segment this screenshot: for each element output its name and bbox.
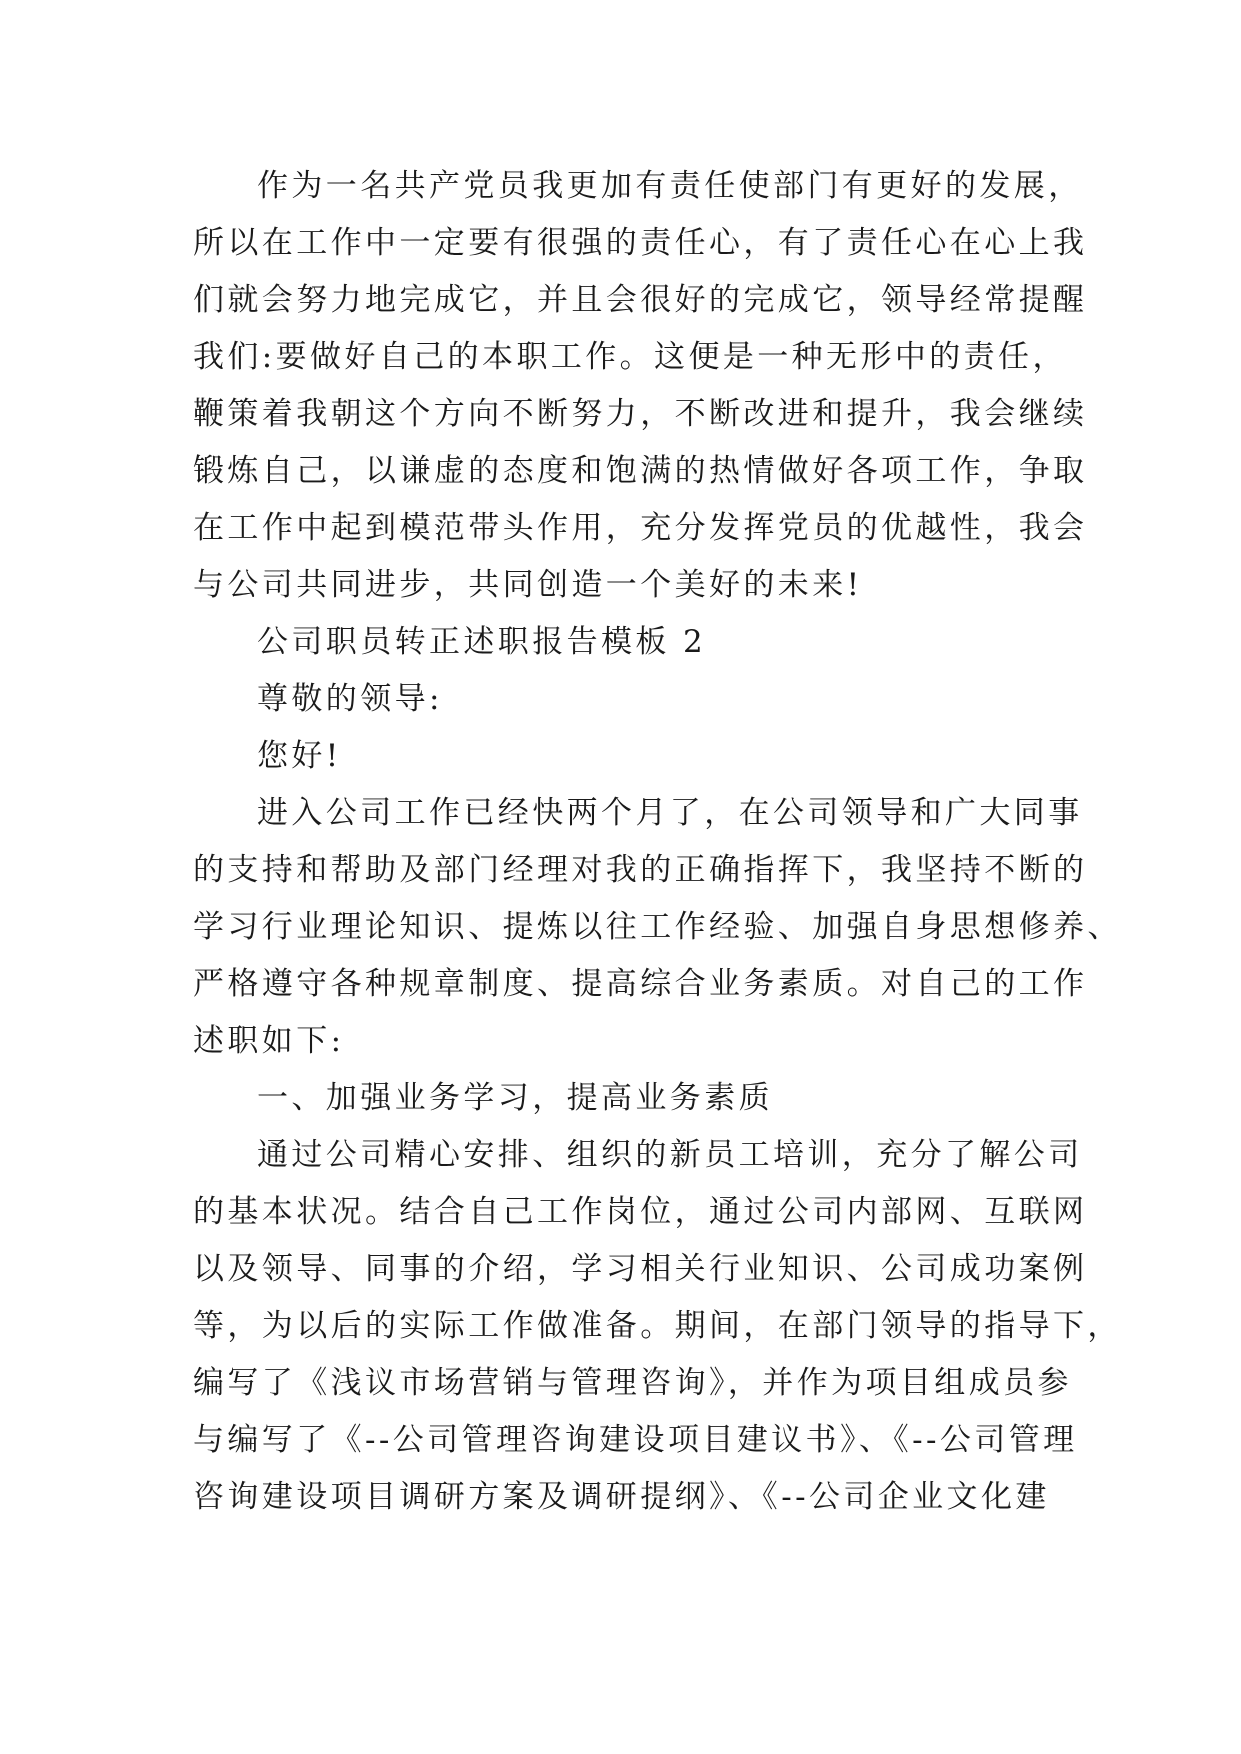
paragraph-line: 学习行业理论知识、提炼以往工作经验、加强自身思想修养、	[193, 909, 1122, 945]
paragraph-line: 的基本状况。结合自己工作岗位，通过公司内部网、互联网	[193, 1194, 1088, 1230]
paragraph-line: 以及领导、同事的介绍，学习相关行业知识、公司成功案例	[193, 1251, 1088, 1287]
paragraph-line: 锻炼自己，以谦虚的态度和饱满的热情做好各项工作，争取	[193, 453, 1088, 489]
salutation: 尊敬的领导:	[257, 681, 443, 717]
paragraph-line: 与公司共同进步，共同创造一个美好的未来!	[193, 567, 863, 603]
paragraph-line: 编写了《浅议市场营销与管理咨询》，并作为项目组成员参	[193, 1365, 1072, 1401]
paragraph-line: 进入公司工作已经快两个月了，在公司领导和广大同事	[257, 795, 1083, 831]
section-title: 公司职员转正述职报告模板 2	[257, 624, 707, 660]
greeting: 您好!	[257, 738, 342, 774]
paragraph-line: 在工作中起到模范带头作用，充分发挥党员的优越性，我会	[193, 510, 1088, 546]
section-heading: 一、加强业务学习，提高业务素质	[257, 1080, 773, 1116]
paragraph-line: 所以在工作中一定要有很强的责任心，有了责任心在心上我	[193, 225, 1088, 261]
paragraph-line: 鞭策着我朝这个方向不断努力，不断改进和提升，我会继续	[193, 396, 1088, 432]
paragraph-line: 的支持和帮助及部门经理对我的正确指挥下，我坚持不断的	[193, 852, 1088, 888]
paragraph-line: 我们:要做好自己的本职工作。这便是一种无形中的责任，	[193, 339, 1067, 375]
paragraph-line: 作为一名共产党员我更加有责任使部门有更好的发展，	[257, 168, 1083, 204]
paragraph-line: 严格遵守各种规章制度、提高综合业务素质。对自己的工作	[193, 966, 1088, 1002]
document-body	[193, 158, 1122, 1526]
paragraph-line: 咨询建设项目调研方案及调研提纲》、《--公司企业文化建	[193, 1479, 1050, 1515]
paragraph-line: 等，为以后的实际工作做准备。期间，在部门领导的指导下，	[193, 1308, 1122, 1344]
paragraph-line: 们就会努力地完成它，并且会很好的完成它，领导经常提醒	[193, 282, 1088, 318]
paragraph-line: 述职如下:	[193, 1023, 345, 1059]
paragraph-line: 与编写了《--公司管理咨询建设项目建议书》、《--公司管理	[193, 1422, 1078, 1458]
paragraph-line: 通过公司精心安排、组织的新员工培训，充分了解公司	[257, 1137, 1083, 1173]
